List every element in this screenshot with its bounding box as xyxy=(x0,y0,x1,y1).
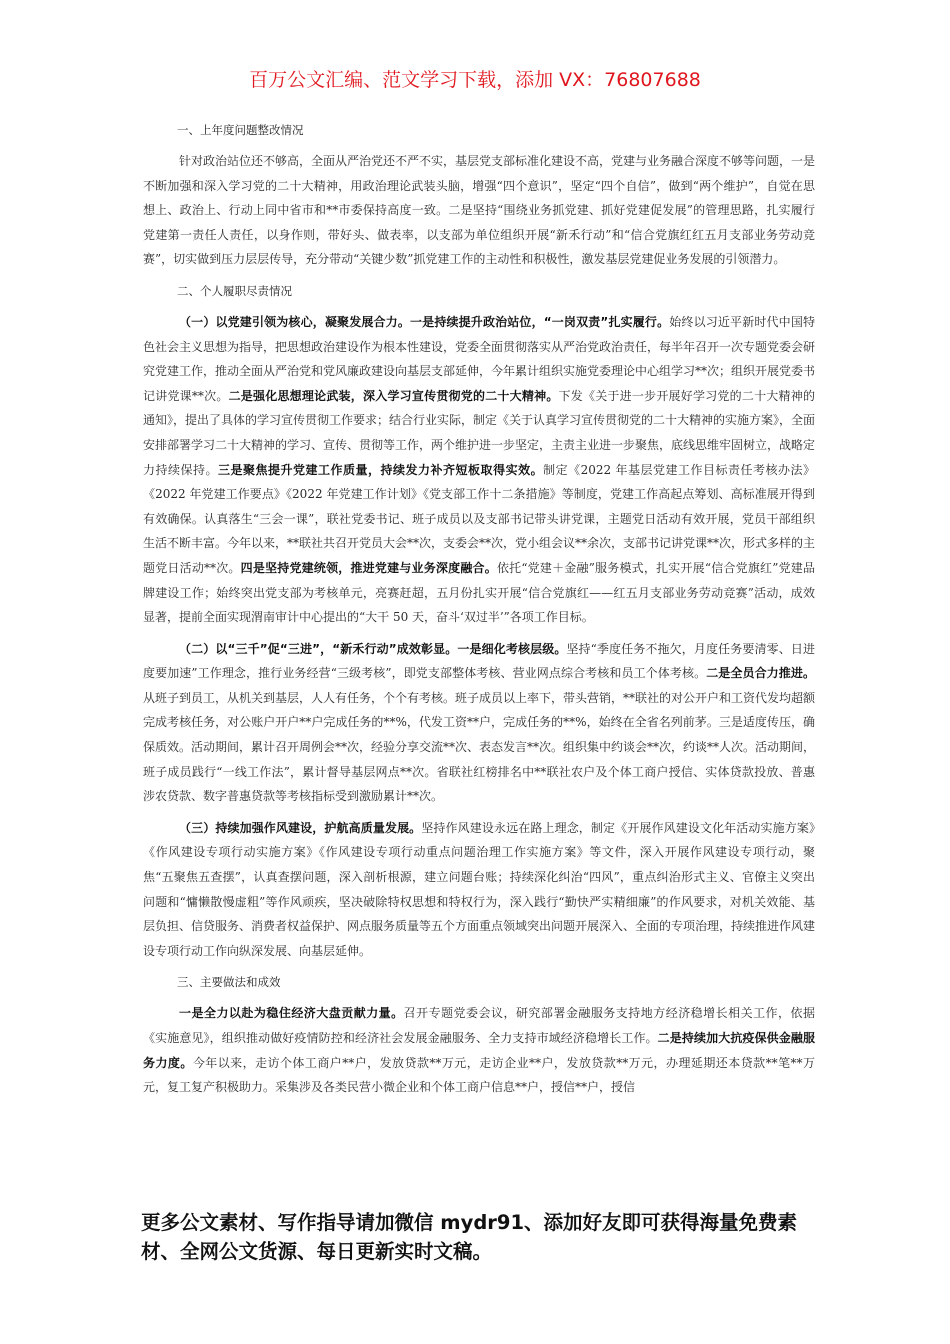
body-text: 坚持“季度任务不拖欠，月度任务要清零、日进度要加速”工作理念，推行业务经营“三级考核”，即党支部整体考核、营业网点综合考核和员工个体考核。 xyxy=(143,641,815,681)
bold-lead: 二是强化思想理论武装，深入学习宣传贯彻党的二十大精神。 xyxy=(228,388,559,403)
body-text: 始终以习近平新时代中国特色社会主义思想为指导，把思想政治建设作为根本性建设，党委全面贯彻落实从严治党政治责任，每半年召开一次专题党委会研究党建工作，推动全面从严治党和党风廉政建设向基层支部延伸，今年累计组织实施党委理论中心组学习**次；组织开展党委书记讲党课**次。 xyxy=(143,314,816,403)
bold-lead: 二是全员合力推进。 xyxy=(706,666,815,681)
section-3-paragraph-1 xyxy=(143,1001,815,1099)
bold-lead: 三是聚焦提升党建工作质量，持续发力补齐短板取得实效。 xyxy=(218,462,544,477)
bold-lead: （一）以党建引领为核心，凝聚发展合力。一是持续提升政治站位，“一岗双责”扎实履行。 xyxy=(179,314,670,329)
body-text: 依托“党建＋金融”服务模式，扎实开展“信合党旗红”党建品牌建设工作；始终突出党支部为考核单元，亮赛赶超，五月份扎实开展“信合党旗红——红五月支部业务劳动竞赛”活动，成效显著，提前全面实现渭南审计中心提出的“大干 50 天，奋斗‘双过半’”各项工作目标。 xyxy=(143,560,815,625)
body-text: 召开专题党委会议，研究部署金融服务支持地方经济稳增长相关工作，依据《实施意见》，组织推动做好疫情防控和经济社会发展金融服务、全力支持市域经济稳增长工作。 xyxy=(143,1006,815,1045)
section-heading-3: 三、主要做法和成效 xyxy=(177,975,281,990)
section-2-paragraph-3 xyxy=(143,816,815,964)
section-heading-2: 二、个人履职尽责情况 xyxy=(177,283,292,298)
promo-banner: 百万公文汇编、范文学习下载，添加 VX：76807688 xyxy=(249,69,701,91)
body-text: 下发《关于进一步开展好学习党的二十大精神的通知》，提出了具体的学习宣传贯彻工作要求；结合行业实际，制定《关于认真学习宣传贯彻党的二十大精神的实施方案》，全面安排部署学习二十大精神的学习、宣传、贯彻等工作，两个维护进一步坚定，主责主业进一步聚焦，底线思维牢固树立，战略定力持续保持。 xyxy=(143,388,816,477)
bold-lead: 二是持续加大抗疫保供金融服务力度。 xyxy=(143,1031,815,1070)
body-text: 制定《2022 年基层党建工作目标责任考核办法》《2022 年党建工作要点》《2022 年党建工作计划》《党支部工作十二条措施》等制度，党建工作高起点筹划、高标准展开得到有效确保。认真落生“三会一课”，联社党委书记、班子成员以及支部书记带头讲党课，主题党日活动有效开展，党员干部组织生活不断丰富。今年以来，**联社共召开党员大会**次，支委会**次，党小组会议**余次，支部书记讲党课**次，形式多样的主题党日活动**次。 xyxy=(143,462,816,575)
section-2-paragraph-2 xyxy=(143,637,815,809)
section-1-paragraph: 针对政治站位还不够高，全面从严治党还不严不实，基层党支部标准化建设不高，党建与业务融合深度不够等问题，一是不断加强和深入学习党的二十大精神，用政治理论武装头脑，增强“四个意识”，坚定“四个自信”，做到“两个维护”，自觉在思想上、政治上、行动上同中省市和**市委保持高度一致。二是坚持“围绕业务抓党建、抓好党建促发展”的管理思路，扎实履行党建第一责任人责任，以身作则，带好头、做表率，以支部为单位组织开展“新禾行动”和“信合党旗红红五月支部业务劳动竞赛”，切实做到压力层层传导，充分带动“关键少数”抓党建工作的主动性和积极性，激发基层党建促业务发展的引领潜力。 xyxy=(143,154,816,267)
section-heading-1: 一、上年度问题整改情况 xyxy=(177,123,304,137)
bold-lead: 四是坚持党建统领，推进党建与业务深度融合。 xyxy=(240,560,497,575)
document-body xyxy=(143,118,815,1107)
body-text: 坚持作风建设永远在路上理念，制定《开展作风建设文化年活动实施方案》《作风建设专项行动实施方案》《作风建设专项行动重点问题治理工作实施方案》等文件，深入开展作风建设专项行动，聚焦“五聚焦五查摆”，认真查摆问题，深入剖析根源，建立问题台账；持续深化纠治“四风”，重点纠治形式主义、官僚主义突出问题和“慵懒散慢虚粗”等作风顽疾，坚决破除特权思想和特权行为，深入践行“勤快严实精细廉”的作风要求，对机关效能、基层负担、信贷服务、消费者权益保护、网点服务质量等五个方面重点领域突出问题开展深入、全面的专项治理，持续推进作风建设专项行动工作向纵深发展、向基层延伸。 xyxy=(143,820,816,958)
section-2-paragraph-1 xyxy=(143,310,815,630)
body-text: 从班子到员工，从机关到基层，人人有任务，个个有考核。班子成员以上率下，带头营销，**联社的对公开户和工资代发均超额完成考核任务，对公账户开户**户完成任务的**%，代发工资**户，完成任务的**%，始终在全省名列前茅。三是适度传压，确保质效。活动期间，累计召开周例会**次，经验分享交流**次、表态发言**次。组织集中约谈会**次，约谈**人次。活动期间，班子成员践行“一线工作法”，累计督导基层网点**次。省联社红榜排名中**联社农户及个体工商户授信、实体贷款投放、普惠涉农贷款、数字普惠贷款等考核指标受到激励累计**次。 xyxy=(143,690,816,804)
body-text: 今年以来，走访个体工商户**户，发放贷款**万元，走访企业**户，发放贷款**万元，办理延期还本贷款**笔**万元，复工复产积极助力。采集涉及各类民营小微企业和个体工商户信息**户，授信**户，授信 xyxy=(143,1055,815,1095)
bold-lead: 一是全力以赴为稳住经济大盘贡献力量。 xyxy=(179,1006,404,1021)
bold-lead: （三）持续加强作风建设，护航高质量发展。 xyxy=(179,820,422,835)
bold-lead: （二）以“三千”促“三进”，“新禾行动”成效彰显。一是细化考核层级。 xyxy=(179,641,567,656)
promo-footer: 更多公文素材、写作指导请加微信 mydr91、添加好友即可获得海量免费素材、全网公文货源、每日更新实时文稿。 xyxy=(141,1211,798,1263)
